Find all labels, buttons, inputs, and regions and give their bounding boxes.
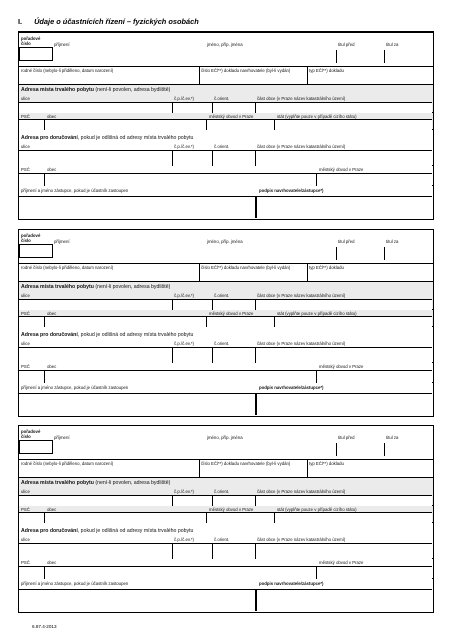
representative-row (19, 383, 433, 415)
orientation-number-field[interactable] (213, 102, 256, 113)
first-name-field[interactable] (207, 247, 337, 260)
title-after-label: titul za (386, 435, 399, 440)
house-number-label: č.p./č.ev.*) (174, 489, 194, 494)
district-part-field[interactable] (256, 495, 432, 506)
delivery-city-field[interactable] (45, 173, 317, 186)
country-label: stát (vyplňte pouze v případě cizího státu) (277, 311, 357, 316)
delivery-house-number-label: č.p./č.ev.*) (174, 144, 194, 149)
order-number-field[interactable] (19, 47, 53, 61)
delivery-city-label: obec (47, 560, 57, 565)
id-doc-number-label: číslo EČl**) dokladu navrhovatele (byl-li vydán) (201, 265, 291, 270)
country-field[interactable] (275, 119, 432, 130)
house-number-field[interactable] (173, 102, 213, 113)
country-field[interactable] (275, 512, 432, 523)
delivery-postcode-field[interactable] (19, 566, 45, 579)
title-before-field[interactable] (337, 50, 385, 63)
district-part-label: část obce (v Praze název katastrálního území) (257, 293, 346, 298)
form-code: 6.87.4-2013 (32, 624, 57, 629)
participant-block (18, 229, 434, 417)
signature-label: podpis navrhovatele/zástupce*) (259, 581, 324, 586)
prague-district-label: městský obvod v Praze (209, 114, 254, 119)
delivery-postcode-label: PSČ (21, 364, 30, 369)
birth-number-label: rodné číslo (nebylo-li přiděleno, datum narození) (21, 68, 114, 73)
city-field[interactable] (45, 512, 207, 523)
title-before-label: titul před (338, 239, 355, 244)
surname-label: příjmení (54, 42, 70, 47)
delivery-district-part-label: část obce (v Praze název katastrálního území) (257, 341, 346, 346)
city-label: obec (47, 114, 57, 119)
delivery-prague-district-label: městský obvod v Praze (319, 364, 364, 369)
representative-row (19, 579, 433, 611)
representative-name-label: příjmení a jméno zástupce, pokud je účastník zastoupen (21, 385, 129, 390)
name-row (19, 426, 433, 460)
title-before-label: titul před (338, 42, 355, 47)
permanent-address-city-row (19, 310, 433, 327)
delivery-house-number-field[interactable] (173, 150, 213, 166)
street-label: ulice (21, 293, 30, 298)
delivery-address-heading: Adresa pro doručování, pokud je odlišná od adresy místa trvalého pobytu (21, 528, 194, 534)
delivery-prague-district-label: městský obvod v Praze (319, 560, 364, 565)
delivery-district-part-field[interactable] (256, 150, 432, 166)
surname-field[interactable] (53, 443, 208, 456)
title-after-label: titul za (386, 42, 399, 47)
representative-name-label: příjmení a jméno zástupce, pokud je účastník zastoupen (21, 188, 129, 193)
name-row (19, 33, 433, 67)
surname-field[interactable] (53, 50, 208, 63)
permanent-address-street-row (19, 85, 433, 113)
house-number-label: č.p./č.ev.*) (174, 96, 194, 101)
postcode-field[interactable] (19, 512, 45, 523)
delivery-street-label: ulice (21, 537, 30, 542)
birth-number-label: rodné číslo (nebylo-li přiděleno, datum narození) (21, 265, 114, 270)
delivery-prague-district-field[interactable] (317, 173, 432, 186)
delivery-prague-district-field[interactable] (317, 370, 432, 383)
title-after-label: titul za (386, 239, 399, 244)
order-number-label-2: číslo (21, 41, 31, 46)
delivery-city-label: obec (47, 167, 57, 172)
delivery-house-number-label: č.p./č.ev.*) (174, 341, 194, 346)
country-field[interactable] (275, 316, 432, 327)
representative-name-field[interactable] (19, 393, 256, 415)
title-before-label: titul před (338, 435, 355, 440)
country-label: stát (vyplňte pouze v případě cizího státu) (277, 114, 357, 119)
delivery-district-part-field[interactable] (256, 543, 432, 559)
district-part-field[interactable] (256, 102, 432, 113)
postcode-field[interactable] (19, 316, 45, 327)
section-number: I. (18, 17, 23, 26)
postcode-label: PSČ (21, 311, 30, 316)
delivery-orientation-number-label: č.orient. (214, 537, 230, 542)
delivery-address-street-row (19, 327, 433, 363)
delivery-street-field[interactable] (19, 543, 173, 559)
delivery-house-number-field[interactable] (173, 347, 213, 363)
id-row (19, 264, 433, 282)
permanent-address-street-row (19, 282, 433, 310)
prague-district-label: městský obvod v Praze (209, 311, 254, 316)
order-number-field[interactable] (19, 244, 53, 258)
delivery-postcode-label: PSČ (21, 167, 30, 172)
id-doc-type-label: typ EČl**) dokladu (309, 68, 344, 73)
birth-number-label: rodné číslo (nebylo-li přiděleno, datum narození) (21, 461, 114, 466)
delivery-address-city-row (19, 166, 433, 186)
prague-district-label: městský obvod v Praze (209, 507, 254, 512)
district-part-label: část obce (v Praze název katastrálního území) (257, 96, 346, 101)
signature-label: podpis navrhovatele/zástupce*) (259, 188, 324, 193)
id-doc-number-label: číslo EČl**) dokladu navrhovatele (byl-li vydán) (201, 68, 291, 73)
representative-row (19, 186, 433, 218)
order-number-label-1: pořadové (21, 233, 41, 238)
id-doc-number-label: číslo EČl**) dokladu navrhovatele (byl-li vydán) (201, 461, 291, 466)
street-label: ulice (21, 489, 30, 494)
id-doc-type-label: typ EČl**) dokladu (309, 461, 344, 466)
signature-label: podpis navrhovatele/zástupce*) (259, 385, 324, 390)
first-name-field[interactable] (207, 50, 337, 63)
delivery-address-heading: Adresa pro doručování, pokud je odlišná od adresy místa trvalého pobytu (21, 332, 194, 338)
surname-label: příjmení (54, 435, 70, 440)
delivery-orientation-number-field[interactable] (213, 150, 256, 166)
representative-name-field[interactable] (19, 196, 256, 218)
delivery-city-label: obec (47, 364, 57, 369)
delivery-street-field[interactable] (19, 150, 173, 166)
delivery-street-field[interactable] (19, 347, 173, 363)
orientation-number-label: č.orient. (214, 489, 230, 494)
id-doc-type-label: typ EČl**) dokladu (309, 265, 344, 270)
delivery-address-street-row (19, 523, 433, 559)
prague-district-field[interactable] (207, 512, 275, 523)
orientation-number-label: č.orient. (214, 293, 230, 298)
orientation-number-field[interactable] (213, 495, 256, 506)
delivery-postcode-field[interactable] (19, 173, 45, 186)
district-part-label: část obce (v Praze název katastrálního území) (257, 489, 346, 494)
id-row (19, 67, 433, 85)
city-label: obec (47, 507, 57, 512)
delivery-house-number-field[interactable] (173, 543, 213, 559)
delivery-orientation-number-label: č.orient. (214, 341, 230, 346)
delivery-street-label: ulice (21, 144, 30, 149)
name-row (19, 230, 433, 264)
signature-field[interactable] (256, 196, 432, 218)
street-field[interactable] (19, 102, 173, 113)
permanent-address-heading: Adresa místa trvalého pobytu (není-li povolen, adresa bydliště) (21, 480, 171, 486)
orientation-number-field[interactable] (213, 299, 256, 310)
order-number-label-2: číslo (21, 434, 31, 439)
signature-field[interactable] (256, 393, 432, 415)
title-before-field[interactable] (337, 247, 385, 260)
house-number-field[interactable] (173, 495, 213, 506)
surname-label: příjmení (54, 239, 70, 244)
participant-block (18, 32, 434, 220)
permanent-address-street-row (19, 478, 433, 506)
delivery-address-city-row (19, 559, 433, 579)
section-heading (18, 14, 434, 32)
order-number-label-1: pořadové (21, 36, 41, 41)
delivery-orientation-number-field[interactable] (213, 347, 256, 363)
district-part-field[interactable] (256, 299, 432, 310)
street-label: ulice (21, 96, 30, 101)
postcode-label: PSČ (21, 507, 30, 512)
delivery-address-city-row (19, 363, 433, 383)
delivery-postcode-field[interactable] (19, 370, 45, 383)
delivery-city-field[interactable] (45, 370, 317, 383)
orientation-number-label: č.orient. (214, 96, 230, 101)
permanent-address-heading: Adresa místa trvalého pobytu (není-li povolen, adresa bydliště) (21, 284, 171, 290)
surname-field[interactable] (53, 247, 208, 260)
order-number-field[interactable] (19, 440, 53, 454)
city-field[interactable] (45, 316, 207, 327)
postcode-field[interactable] (19, 119, 45, 130)
first-name-label: jméno, příp. jména (207, 239, 243, 244)
city-label: obec (47, 311, 57, 316)
first-name-label: jméno, příp. jména (207, 42, 243, 47)
representative-name-label: příjmení a jméno zástupce, pokud je účastník zastoupen (21, 581, 129, 586)
title-before-field[interactable] (337, 443, 385, 456)
representative-name-field[interactable] (19, 589, 256, 611)
prague-district-field[interactable] (207, 316, 275, 327)
delivery-orientation-number-field[interactable] (213, 543, 256, 559)
delivery-district-part-label: část obce (v Praze název katastrálního území) (257, 144, 346, 149)
delivery-orientation-number-label: č.orient. (214, 144, 230, 149)
delivery-prague-district-field[interactable] (317, 566, 432, 579)
house-number-label: č.p./č.ev.*) (174, 293, 194, 298)
street-field[interactable] (19, 299, 173, 310)
delivery-address-heading: Adresa pro doručování, pokud je odlišná od adresy místa trvalého pobytu (21, 135, 194, 141)
prague-district-field[interactable] (207, 119, 275, 130)
section-title: Údaje o účastnících řízení – fyzických osobách (34, 17, 199, 26)
id-row (19, 460, 433, 478)
first-name-field[interactable] (207, 443, 337, 456)
city-field[interactable] (45, 119, 207, 130)
permanent-address-heading: Adresa místa trvalého pobytu (není-li povolen, adresa bydliště) (21, 87, 171, 93)
order-number-label-2: číslo (21, 238, 31, 243)
permanent-address-city-row (19, 506, 433, 523)
participant-block (18, 425, 434, 613)
delivery-street-label: ulice (21, 341, 30, 346)
delivery-prague-district-label: městský obvod v Praze (319, 167, 364, 172)
delivery-city-field[interactable] (45, 566, 317, 579)
postcode-label: PSČ (21, 114, 30, 119)
delivery-district-part-label: část obce (v Praze název katastrálního území) (257, 537, 346, 542)
street-field[interactable] (19, 495, 173, 506)
delivery-postcode-label: PSČ (21, 560, 30, 565)
signature-field[interactable] (256, 589, 432, 611)
order-number-label-1: pořadové (21, 429, 41, 434)
house-number-field[interactable] (173, 299, 213, 310)
delivery-district-part-field[interactable] (256, 347, 432, 363)
permanent-address-city-row (19, 113, 433, 130)
first-name-label: jméno, příp. jména (207, 435, 243, 440)
delivery-house-number-label: č.p./č.ev.*) (174, 537, 194, 542)
delivery-address-street-row (19, 130, 433, 166)
country-label: stát (vyplňte pouze v případě cizího státu) (277, 507, 357, 512)
